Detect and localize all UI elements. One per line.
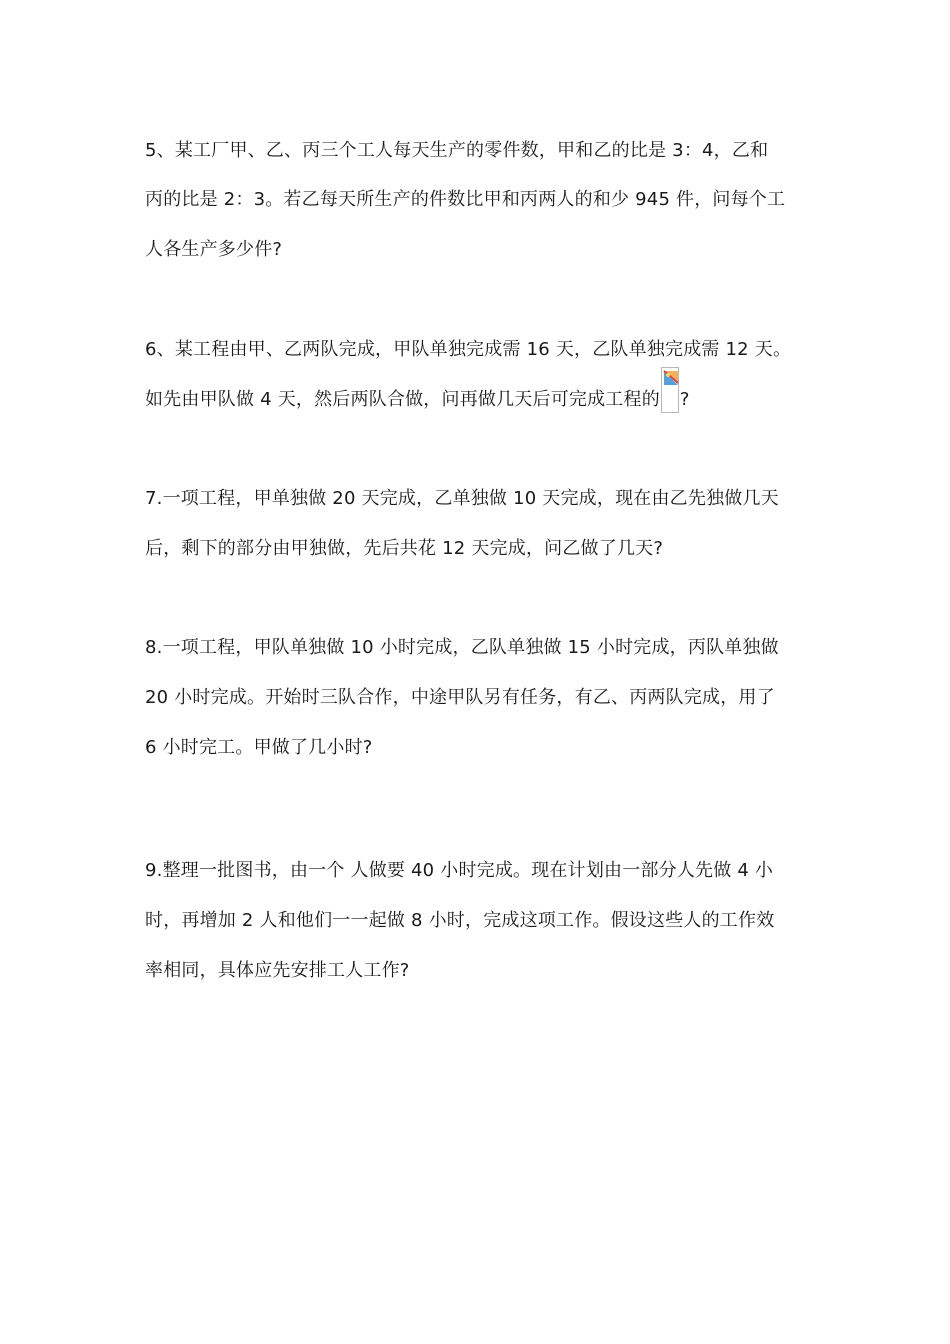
problem-7-line-2: 后，剩下的部分由甲独做，先后共花 12 天完成，问乙做了几天? — [145, 538, 664, 559]
problem-6-line-2-text: 如先由甲队做 4 天，然后两队合做，问再做几天后可完成工程的 — [145, 389, 660, 410]
problem-8-line-3: 6 小时完工。甲做了几小时? — [145, 737, 373, 758]
problem-8-line-1: 8.一项工程，甲队单独做 10 小时完成，乙队单独做 15 小时完成，丙队单独做 — [145, 637, 779, 658]
problem-8-line-2: 20 小时完成。开始时三队合作，中途甲队另有任务，有乙、丙两队完成，用了 — [145, 687, 775, 708]
problem-9-line-3: 率相同，具体应先安排工人工作? — [145, 960, 410, 981]
problem-9-line-1: 9.整理一批图书，由一个 人做要 40 小时完成。现在计划由一部分人先做 4 小 — [145, 860, 774, 881]
problem-9-line-2: 时，再增加 2 人和他们一一起做 8 小时，完成这项工作。假设这些人的工作效 — [145, 910, 775, 931]
problem-5-line-2: 丙的比是 2：3。若乙每天所生产的件数比甲和丙两人的和少 945 件，问每个工 — [145, 189, 786, 210]
problem-6-line-2-end: ? — [679, 389, 690, 410]
broken-image-graphic — [662, 368, 680, 390]
problem-5-line-3: 人各生产多少件? — [145, 239, 283, 260]
problem-7-line-1: 7.一项工程，甲单独做 20 天完成，乙单独做 10 天完成，现在由乙先独做几天 — [145, 488, 779, 509]
problem-6-line-2 — [145, 387, 690, 413]
problem-6-line-1: 6、某工程由甲、乙两队完成，甲队单独完成需 16 天，乙队单独完成需 12 天。 — [145, 339, 792, 360]
broken-image-icon — [661, 367, 679, 413]
problem-5-line-1: 5、某工厂甲、乙、丙三个工人每天生产的零件数，甲和乙的比是 3：4，乙和 — [145, 140, 769, 161]
